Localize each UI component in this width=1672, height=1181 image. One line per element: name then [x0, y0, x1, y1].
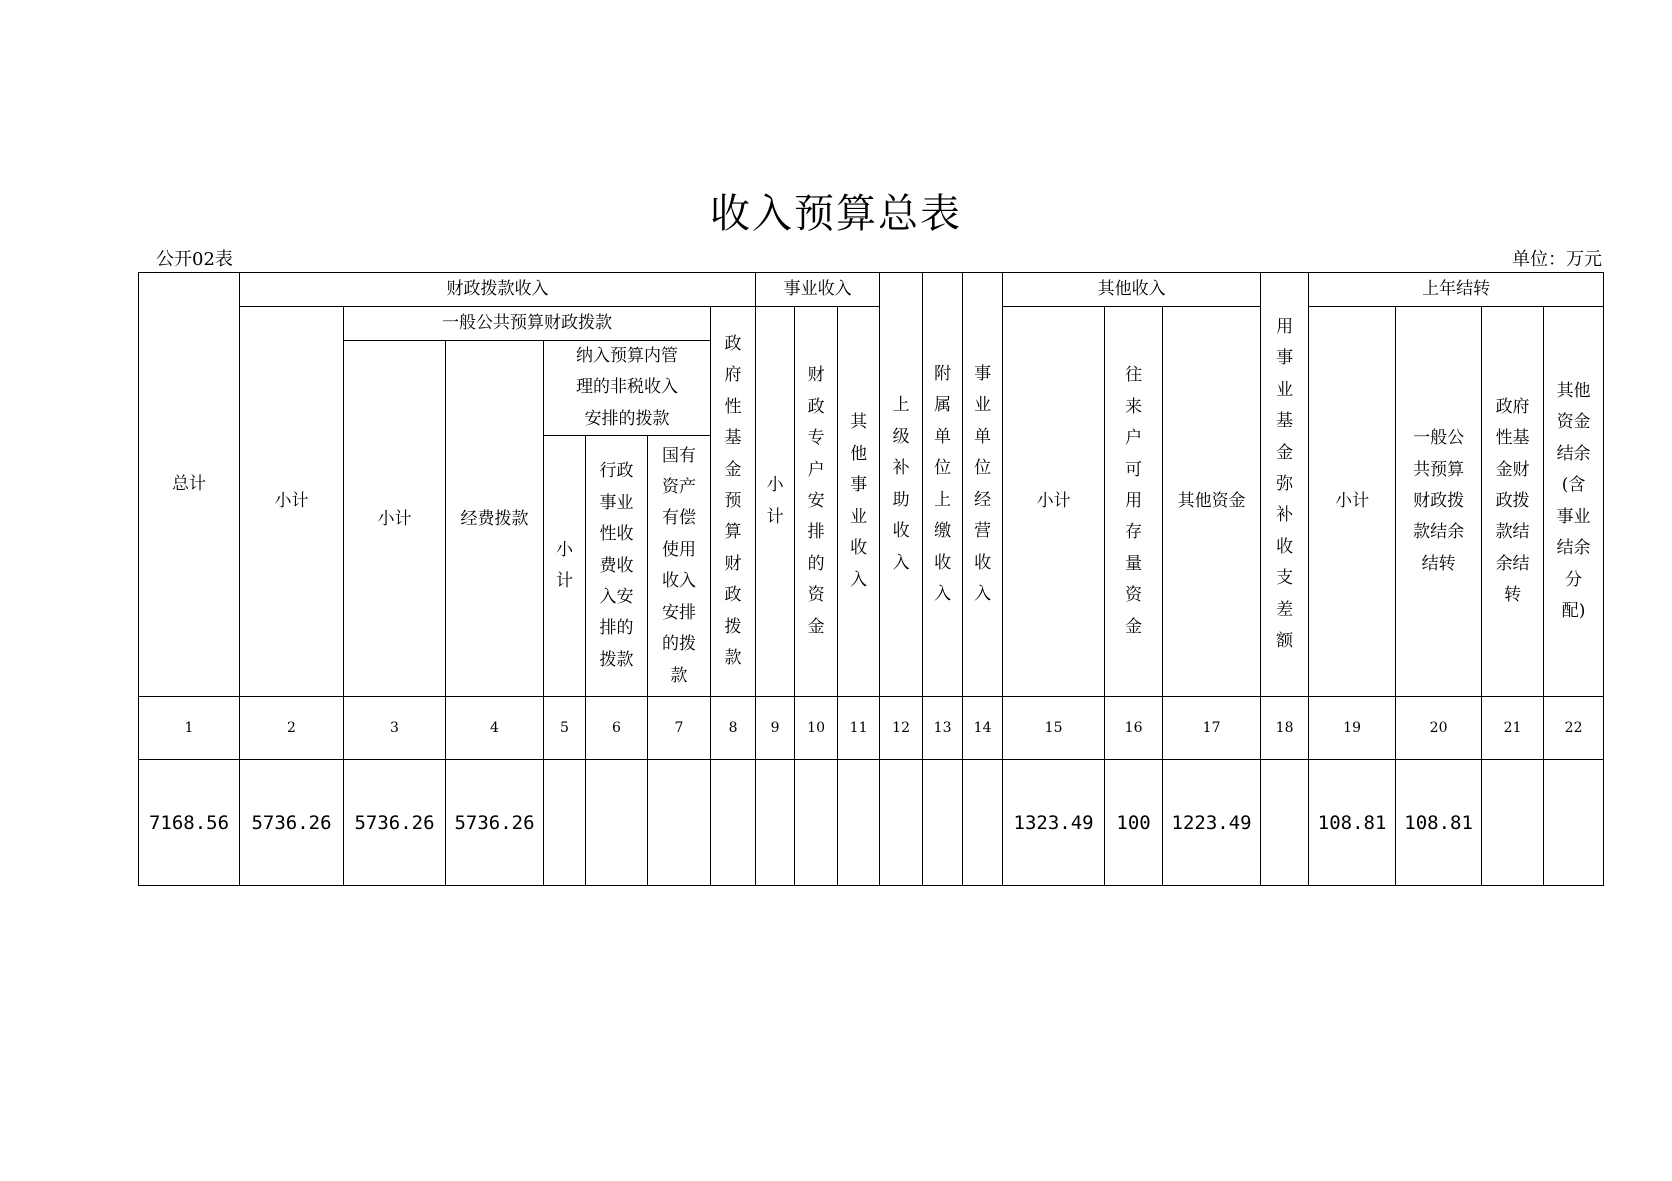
- column-number: 4: [446, 697, 544, 760]
- data-cell: 1323.49: [1003, 760, 1105, 886]
- column-number: 20: [1396, 697, 1482, 760]
- unit-label: 单位：万元: [1512, 249, 1602, 270]
- column-number: 21: [1482, 697, 1544, 760]
- data-cell: [1544, 760, 1604, 886]
- column-number: 11: [838, 697, 880, 760]
- data-cell: 100: [1105, 760, 1163, 886]
- column-number: 6: [586, 697, 648, 760]
- column-number: 17: [1163, 697, 1261, 760]
- header-special-fund: 财政专户安排的资金: [795, 307, 838, 697]
- header-current-account: 往来户可用存量资金: [1105, 307, 1163, 697]
- column-number: 7: [648, 697, 711, 760]
- data-row: [139, 760, 1604, 886]
- header-other-business: 其他事业收入: [838, 307, 880, 697]
- page-title: 收入预算总表: [710, 191, 962, 237]
- header-total: 总计: [139, 273, 240, 697]
- header-affiliated: 附属单位上缴收入: [923, 273, 963, 697]
- column-number: 15: [1003, 697, 1105, 760]
- data-cell: [1261, 760, 1309, 886]
- data-cell: [838, 760, 880, 886]
- column-number: 19: [1309, 697, 1396, 760]
- header-other-subtotal: 小计: [1003, 307, 1105, 697]
- column-number: 5: [544, 697, 586, 760]
- header-higher-subsidy: 上级补助收入: [880, 273, 923, 697]
- data-cell: [711, 760, 756, 886]
- header-carryover-subtotal: 小计: [1309, 307, 1396, 697]
- data-cell: [756, 760, 795, 886]
- data-cell: 108.81: [1396, 760, 1482, 886]
- header-career-fund: 用事业基金弥补收支差额: [1261, 273, 1309, 697]
- header-gov-fund: 政府性基金预算财政拨款: [711, 307, 756, 697]
- column-number-row: [139, 697, 1604, 760]
- column-number: 2: [240, 697, 344, 760]
- column-number: 14: [963, 697, 1003, 760]
- column-number: 1: [139, 697, 240, 760]
- header-fiscal-subtotal: 小计: [240, 307, 344, 697]
- data-cell: 108.81: [1309, 760, 1396, 886]
- column-number: 22: [1544, 697, 1604, 760]
- data-cell: [586, 760, 648, 886]
- table-code: 公开02表: [156, 249, 233, 270]
- data-cell: [923, 760, 963, 886]
- column-number: 9: [756, 697, 795, 760]
- header-nontax: 纳入预算内管理的非税收入安排的拨款: [544, 341, 711, 436]
- column-number: 10: [795, 697, 838, 760]
- data-cell: [963, 760, 1003, 886]
- header-general: 一般公共预算财政拨款: [344, 307, 711, 341]
- header-business-subtotal: 小计: [756, 307, 795, 697]
- data-cell: 5736.26: [446, 760, 544, 886]
- header-general-carryover: 一般公共预算财政拨款结余结转: [1396, 307, 1482, 697]
- header-carryover: 上年结转: [1309, 273, 1604, 307]
- data-cell: [648, 760, 711, 886]
- income-budget-table: [138, 272, 1604, 886]
- column-number: 12: [880, 697, 923, 760]
- data-cell: 5736.26: [344, 760, 446, 886]
- data-cell: 1223.49: [1163, 760, 1261, 886]
- data-cell: [1482, 760, 1544, 886]
- data-cell: 5736.26: [240, 760, 344, 886]
- header-operating: 事业单位经营收入: [963, 273, 1003, 697]
- data-cell: 7168.56: [139, 760, 240, 886]
- header-business: 事业收入: [756, 273, 880, 307]
- header-state-asset: 国有资产有偿使用收入安排的拨款: [648, 436, 711, 697]
- header-gov-fund-carryover: 政府性基金财政拨款结余结转: [1482, 307, 1544, 697]
- column-number: 18: [1261, 697, 1309, 760]
- header-admin-fee: 行政事业性收费收入安排的拨款: [586, 436, 648, 697]
- header-fiscal: 财政拨款收入: [240, 273, 756, 307]
- header-other-funds: 其他资金: [1163, 307, 1261, 697]
- column-number: 16: [1105, 697, 1163, 760]
- header-funding: 经费拨款: [446, 341, 544, 697]
- header-other-carryover: 其他资金结余(含事业结余分配): [1544, 307, 1604, 697]
- column-number: 3: [344, 697, 446, 760]
- column-number: 8: [711, 697, 756, 760]
- column-number: 13: [923, 697, 963, 760]
- header-nontax-subtotal: 小计: [544, 436, 586, 697]
- header-other: 其他收入: [1003, 273, 1261, 307]
- data-cell: [795, 760, 838, 886]
- data-cell: [544, 760, 586, 886]
- header-general-subtotal: 小计: [344, 341, 446, 697]
- data-cell: [880, 760, 923, 886]
